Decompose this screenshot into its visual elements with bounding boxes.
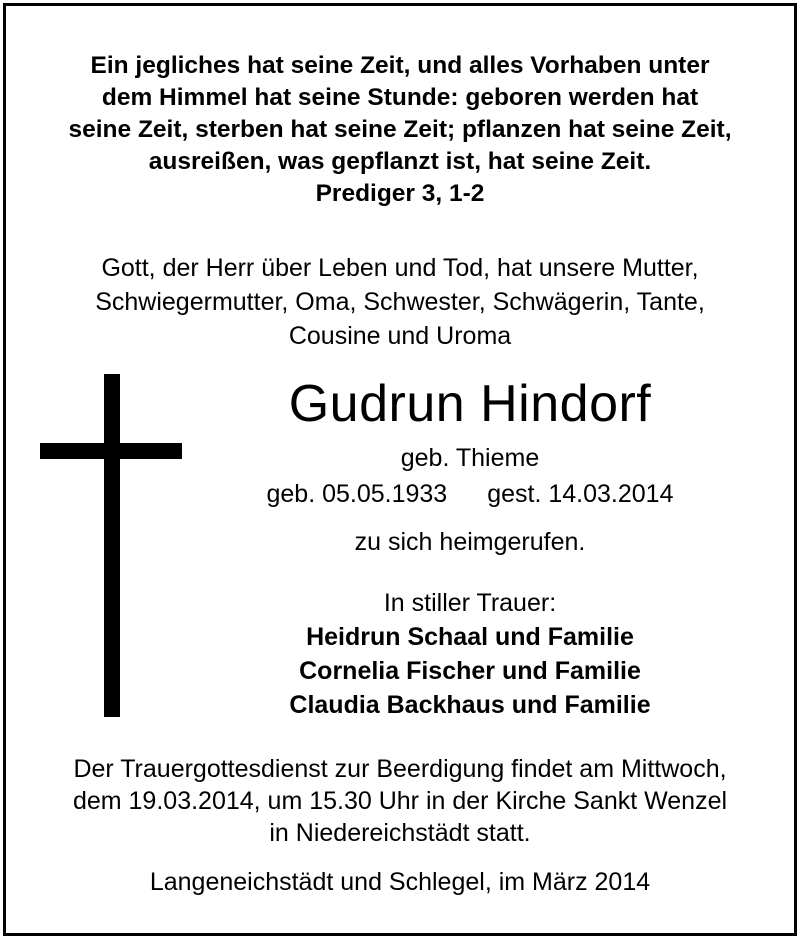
death-date: gest. 14.03.2014 bbox=[487, 480, 674, 508]
intro-line-3: Cousine und Uroma bbox=[288, 322, 512, 350]
life-dates bbox=[220, 478, 720, 510]
intro-line-2: Schwiegermutter, Oma, Schwester, Schwägerin, Tante, bbox=[95, 288, 705, 316]
verse-line-2: dem Himmel hat seine Stunde: geboren werden hat bbox=[101, 84, 699, 111]
verse-line-1: Ein jegliches hat seine Zeit, und alles Vorhaben unter bbox=[90, 52, 710, 79]
intro-line-1: Gott, der Herr über Leben und Tod, hat unsere Mutter, bbox=[101, 254, 699, 282]
verse-reference: Prediger 3, 1-2 bbox=[315, 180, 485, 207]
place-date: Langeneichstädt und Schlegel, im März 2014 bbox=[149, 868, 651, 896]
mourners-heading: In stiller Trauer: bbox=[383, 589, 557, 617]
service-line-3: in Niedereichstädt statt. bbox=[269, 819, 531, 847]
maiden-name: geb. Thieme bbox=[400, 444, 540, 472]
deceased-name: Gudrun Hindorf bbox=[288, 375, 652, 433]
service-line-2: dem 19.03.2014, um 15.30 Uhr in der Kirche Sankt Wenzel bbox=[72, 787, 728, 815]
cross-icon-vertical bbox=[104, 374, 120, 717]
heimgerufen-text: zu sich heimgerufen. bbox=[354, 528, 586, 556]
mourner-3: Claudia Backhaus und Familie bbox=[289, 691, 651, 719]
verse-line-3: seine Zeit, sterben hat seine Zeit; pflanzen hat seine Zeit, bbox=[68, 116, 732, 143]
cross-icon-horizontal bbox=[40, 443, 182, 459]
birth-date: geb. 05.05.1933 bbox=[266, 480, 448, 508]
service-line-1: Der Trauergottesdienst zur Beerdigung findet am Mittwoch, bbox=[73, 755, 727, 783]
mourner-1: Heidrun Schaal und Familie bbox=[306, 623, 634, 651]
verse-line-4: ausreißen, was gepflanzt ist, hat seine Zeit. bbox=[148, 148, 652, 175]
mourner-2: Cornelia Fischer und Familie bbox=[299, 657, 641, 685]
